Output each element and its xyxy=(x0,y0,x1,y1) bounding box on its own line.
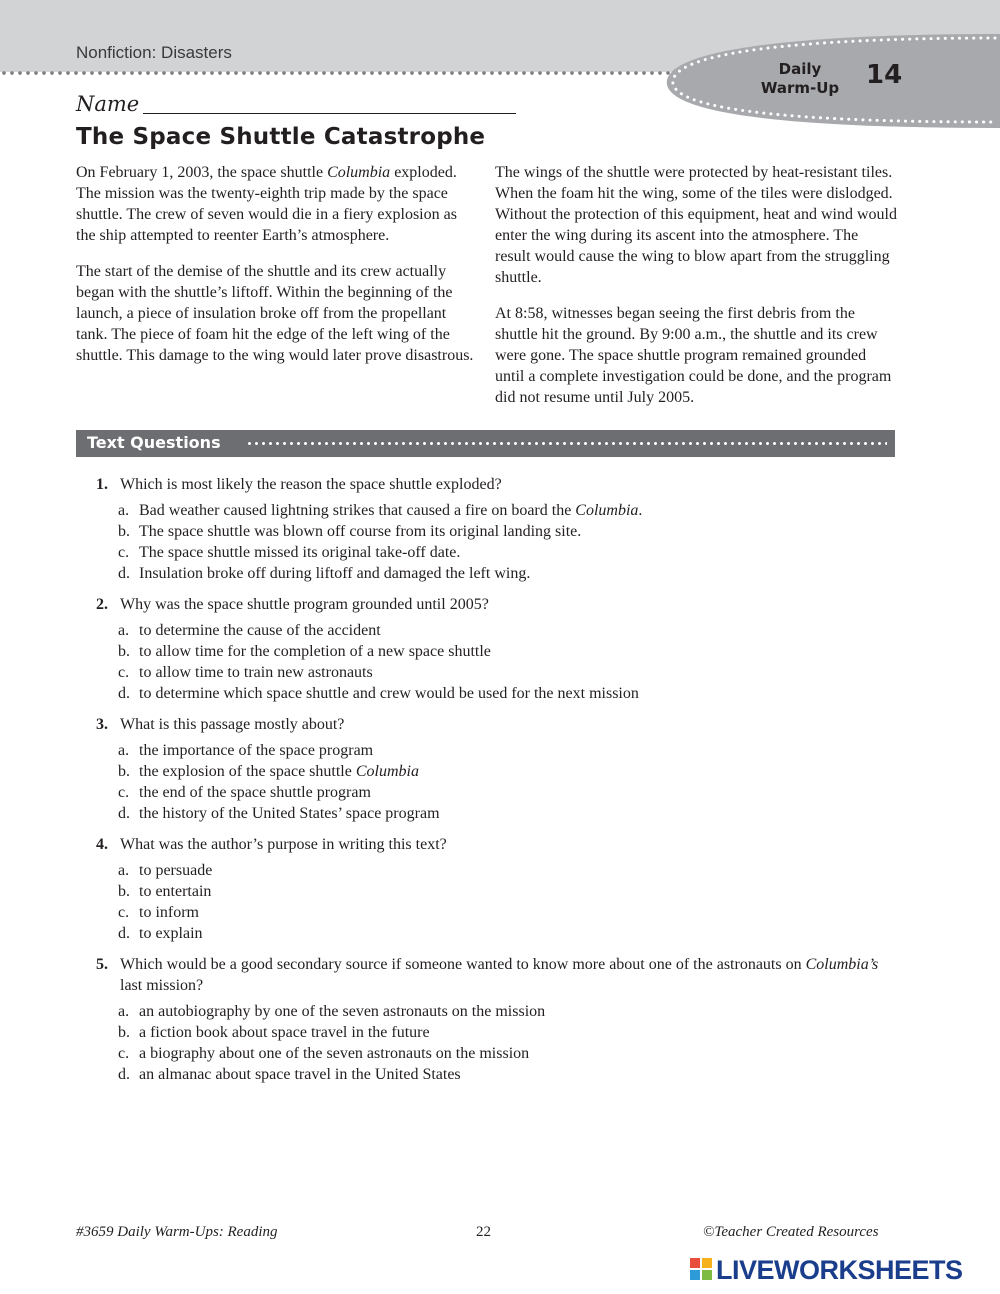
section-dotted-rule xyxy=(246,441,887,446)
option-letter: c. xyxy=(118,784,130,801)
option-letter: a. xyxy=(118,1003,130,1020)
answer-options xyxy=(96,500,896,584)
text-run: The space shuttle missed its original take-off date. xyxy=(139,544,461,561)
option-letter: c. xyxy=(118,544,130,561)
question-stem xyxy=(96,954,896,996)
text-run: to allow time for the completion of a new space shuttle xyxy=(139,643,491,660)
text-run: a fiction book about space travel in the future xyxy=(139,1024,430,1041)
italic-title: Columbia xyxy=(355,763,419,780)
answer-option[interactable] xyxy=(118,881,896,902)
text-run: Why was the space shuttle program grounded until 2005? xyxy=(120,596,489,613)
text-run: The wings of the shuttle were protected by heat-resistant tiles. When the foam hit the wing, some of the tiles were dislodged. Without the protection of this equipment, heat and wind would enter the wing during its ascent into the atmosphere. The result would cause the wing to blow apart from the struggling shuttle. xyxy=(495,164,897,286)
logo-squares-icon xyxy=(690,1258,712,1280)
text-run: to allow time to train new astronauts xyxy=(139,664,373,681)
text-run: Insulation broke off during liftoff and damaged the left wing. xyxy=(139,565,531,582)
answer-option[interactable] xyxy=(118,782,896,803)
answer-option[interactable] xyxy=(118,620,896,641)
passage-paragraph xyxy=(495,162,897,288)
option-letter: a. xyxy=(118,622,130,639)
text-run: At 8:58, witnesses began seeing the first debris from the shuttle hit the ground. By 9:00 a.m., the shuttle and its crew were gone. The space shuttle program remained grounded until a complete investigation could be done, and the program did not resume until July 2005. xyxy=(495,305,892,406)
answer-option[interactable] xyxy=(118,1064,896,1085)
header-dotted-rule xyxy=(0,70,690,76)
questions-list xyxy=(96,474,896,1095)
text-run: to determine which space shuttle and crew would be used for the next mission xyxy=(139,685,639,702)
answer-options xyxy=(96,740,896,824)
question-number: 4. xyxy=(96,836,108,853)
option-letter: b. xyxy=(118,643,130,660)
name-blank-line[interactable] xyxy=(143,113,516,114)
answer-option[interactable] xyxy=(118,521,896,542)
text-run: the importance of the space program xyxy=(139,742,374,759)
question-number: 2. xyxy=(96,596,108,613)
section-header-bar xyxy=(76,430,895,457)
passage-paragraph xyxy=(76,261,480,366)
option-letter: b. xyxy=(118,763,130,780)
text-run: a biography about one of the seven astronauts on the mission xyxy=(139,1045,530,1062)
answer-options xyxy=(96,620,896,704)
text-run: Which is most likely the reason the space shuttle exploded? xyxy=(120,476,502,493)
question-item xyxy=(96,834,896,944)
answer-option[interactable] xyxy=(118,1022,896,1043)
italic-title: Columbia xyxy=(575,502,639,519)
option-letter: c. xyxy=(118,1045,130,1062)
question-stem xyxy=(96,594,896,615)
answer-option[interactable] xyxy=(118,662,896,683)
answer-option[interactable] xyxy=(118,683,896,704)
answer-option[interactable] xyxy=(118,761,896,782)
italic-title: Columbia’s xyxy=(805,956,879,973)
question-item xyxy=(96,474,896,584)
option-letter: b. xyxy=(118,883,130,900)
answer-option[interactable] xyxy=(118,542,896,563)
text-run: to determine the cause of the accident xyxy=(139,622,381,639)
option-letter: d. xyxy=(118,685,130,702)
page-number: 22 xyxy=(476,1224,491,1240)
option-letter: a. xyxy=(118,502,130,519)
option-letter: a. xyxy=(118,862,130,879)
question-number: 1. xyxy=(96,476,108,493)
liveworksheets-logo xyxy=(690,1256,990,1284)
text-run: the end of the space shuttle program xyxy=(139,784,371,801)
question-number: 5. xyxy=(96,956,108,973)
text-run: the history of the United States’ space program xyxy=(139,805,440,822)
name-label: Name xyxy=(76,92,140,116)
text-run: On February 1, 2003, the space shuttle xyxy=(76,164,328,181)
question-item xyxy=(96,954,896,1085)
topic-label: Nonfiction: Disasters xyxy=(76,43,232,62)
badge-label: Daily Warm-Up xyxy=(760,60,840,97)
option-letter: d. xyxy=(118,1066,130,1083)
answer-option[interactable] xyxy=(118,803,896,824)
question-number: 3. xyxy=(96,716,108,733)
answer-option[interactable] xyxy=(118,923,896,944)
passage-paragraph xyxy=(76,162,480,246)
text-run: the explosion of the space shuttle xyxy=(139,763,356,780)
text-run: The space shuttle was blown off course from its original landing site. xyxy=(139,523,582,540)
text-run: exploded. The mission was the twenty-eighth trip made by the space shuttle. The crew of seven would die in a fiery explosion as the ship attempted to reenter Earth’s atmosphere. xyxy=(76,164,457,244)
question-stem xyxy=(96,714,896,735)
answer-option[interactable] xyxy=(118,1043,896,1064)
section-title: Text Questions xyxy=(87,433,221,452)
answer-option[interactable] xyxy=(118,1001,896,1022)
footer-right: ©Teacher Created Resources xyxy=(703,1224,879,1240)
page-title: The Space Shuttle Catastrophe xyxy=(76,124,486,150)
option-letter: b. xyxy=(118,523,130,540)
text-run: What is this passage mostly about? xyxy=(120,716,345,733)
text-run: What was the author’s purpose in writing this text? xyxy=(120,836,447,853)
text-run: to entertain xyxy=(139,883,212,900)
option-letter: c. xyxy=(118,664,130,681)
logo-text: LIVEWORKSHEETS xyxy=(716,1255,963,1285)
answer-option[interactable] xyxy=(118,902,896,923)
text-run: . xyxy=(638,502,643,519)
text-run: to explain xyxy=(139,925,203,942)
badge-number: 14 xyxy=(866,60,903,90)
question-item xyxy=(96,594,896,704)
answer-option[interactable] xyxy=(118,740,896,761)
option-letter: a. xyxy=(118,742,130,759)
answer-options xyxy=(96,1001,896,1085)
italic-title: Columbia xyxy=(327,164,391,181)
text-run: Bad weather caused lightning strikes that caused a fire on board the xyxy=(139,502,576,519)
text-run: an autobiography by one of the seven astronauts on the mission xyxy=(139,1003,546,1020)
text-run: last mission? xyxy=(120,977,204,994)
question-item xyxy=(96,714,896,824)
footer-left: #3659 Daily Warm-Ups: Reading xyxy=(76,1224,278,1240)
option-letter: d. xyxy=(118,565,130,582)
text-run: Which would be a good secondary source if someone wanted to know more about one of the astronauts on xyxy=(120,956,806,973)
answer-option[interactable] xyxy=(118,641,896,662)
answer-option[interactable] xyxy=(118,860,896,881)
answer-options xyxy=(96,860,896,944)
option-letter: d. xyxy=(118,805,130,822)
option-letter: b. xyxy=(118,1024,130,1041)
passage-paragraph xyxy=(495,303,897,408)
answer-option[interactable] xyxy=(118,563,896,584)
option-letter: d. xyxy=(118,925,130,942)
text-run: to inform xyxy=(139,904,199,921)
question-stem xyxy=(96,834,896,855)
passage-right-column xyxy=(495,162,897,423)
text-run: to persuade xyxy=(139,862,213,879)
question-stem xyxy=(96,474,896,495)
passage-left-column xyxy=(76,162,480,381)
text-run: The start of the demise of the shuttle and its crew actually began with the shuttle’s liftoff. Within the beginning of the launch, a piece of insulation broke off from the propellant tank. The piece of foam hit the edge of the left wing of the shuttle. This damage to the wing would later prove disastrous. xyxy=(76,263,474,364)
text-run: an almanac about space travel in the United States xyxy=(139,1066,461,1083)
option-letter: c. xyxy=(118,904,130,921)
answer-option[interactable] xyxy=(118,500,896,521)
name-field[interactable] xyxy=(76,92,516,120)
